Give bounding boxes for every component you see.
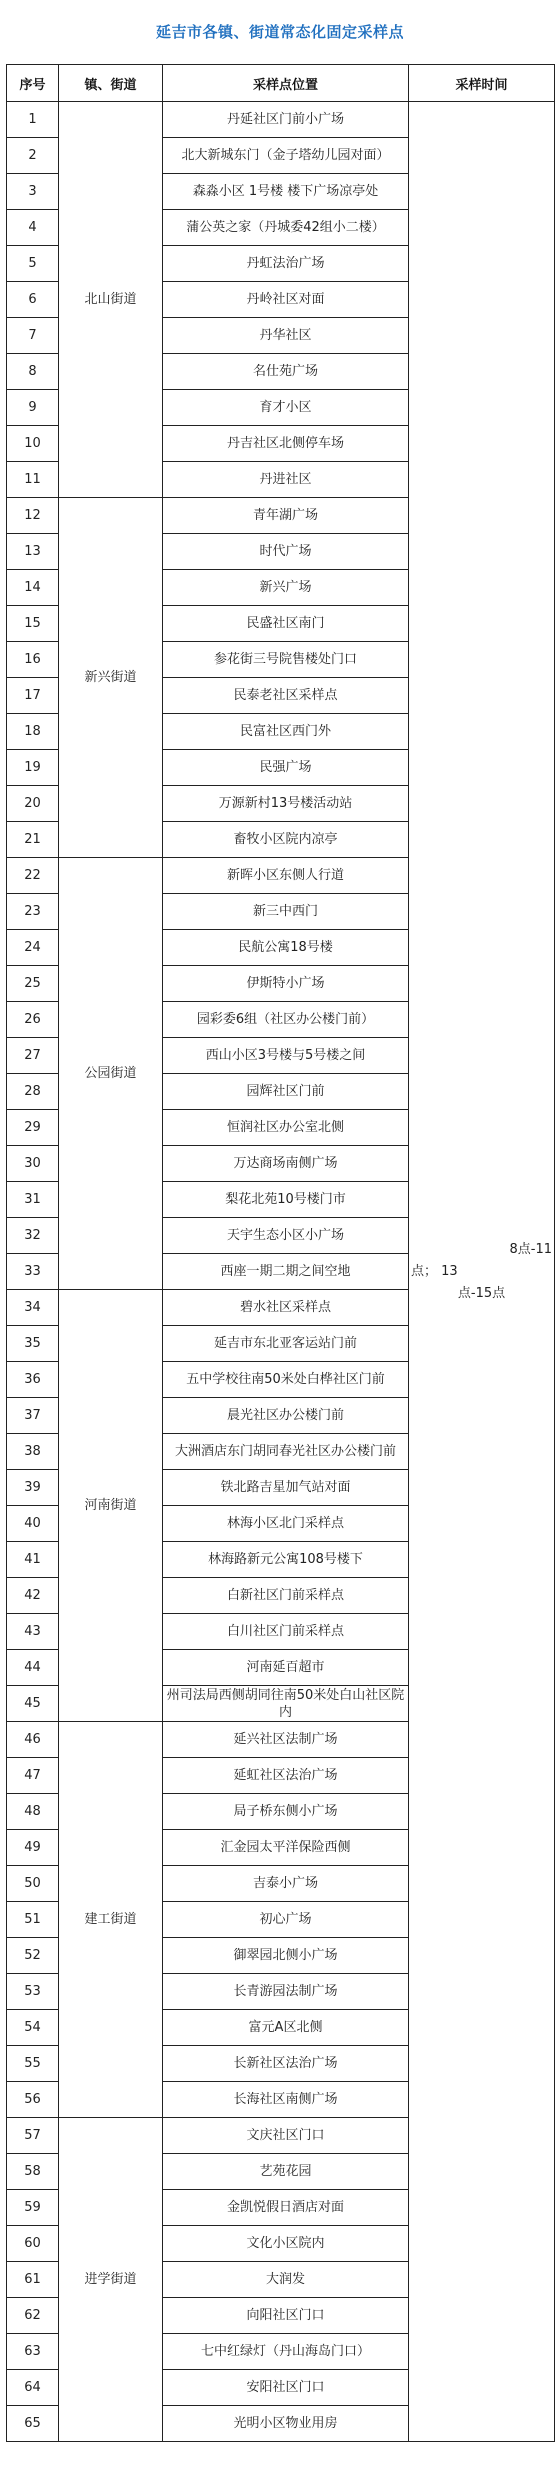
header-district: 镇、街道 — [59, 65, 163, 102]
row-number: 26 — [7, 1002, 59, 1038]
row-number: 56 — [7, 2082, 59, 2118]
row-number: 49 — [7, 1830, 59, 1866]
row-number: 65 — [7, 2406, 59, 2442]
sampling-location: 丹吉社区北侧停车场 — [163, 426, 409, 462]
row-number: 58 — [7, 2154, 59, 2190]
row-number: 16 — [7, 642, 59, 678]
table-row — [7, 102, 555, 138]
row-number: 45 — [7, 1686, 59, 1722]
row-number: 9 — [7, 390, 59, 426]
row-number: 43 — [7, 1614, 59, 1650]
row-number: 5 — [7, 246, 59, 282]
row-number: 51 — [7, 1902, 59, 1938]
sampling-location: 森淼小区 1号楼 楼下广场凉亭处 — [163, 174, 409, 210]
row-number: 48 — [7, 1794, 59, 1830]
sampling-location: 梨花北苑10号楼门市 — [163, 1182, 409, 1218]
row-number: 22 — [7, 858, 59, 894]
district-name: 新兴街道 — [59, 498, 163, 858]
row-number: 61 — [7, 2262, 59, 2298]
sampling-location: 民航公寓18号楼 — [163, 930, 409, 966]
sampling-location: 丹虹法治广场 — [163, 246, 409, 282]
sampling-location: 恒润社区办公室北侧 — [163, 1110, 409, 1146]
sampling-location: 延虹社区法治广场 — [163, 1758, 409, 1794]
table-header-row — [7, 65, 555, 102]
row-number: 37 — [7, 1398, 59, 1434]
sampling-location: 民强广场 — [163, 750, 409, 786]
sampling-time-line: 8点-11 — [509, 1241, 552, 1257]
sampling-location: 五中学校往南50米处白桦社区门前 — [163, 1362, 409, 1398]
sampling-location: 林海小区北门采样点 — [163, 1506, 409, 1542]
row-number: 60 — [7, 2226, 59, 2262]
sampling-location: 御翠园北侧小广场 — [163, 1938, 409, 1974]
sampling-location: 天宇生态小区小广场 — [163, 1218, 409, 1254]
sampling-location: 延吉市东北亚客运站门前 — [163, 1326, 409, 1362]
sampling-location: 长海社区南侧广场 — [163, 2082, 409, 2118]
sampling-location: 晨光社区办公楼门前 — [163, 1398, 409, 1434]
row-number: 4 — [7, 210, 59, 246]
row-number: 53 — [7, 1974, 59, 2010]
row-number: 64 — [7, 2370, 59, 2406]
row-number: 38 — [7, 1434, 59, 1470]
row-number: 47 — [7, 1758, 59, 1794]
sampling-location: 丹岭社区对面 — [163, 282, 409, 318]
sampling-location: 文庆社区门口 — [163, 2118, 409, 2154]
row-number: 55 — [7, 2046, 59, 2082]
row-number: 1 — [7, 102, 59, 138]
sampling-location: 民盛社区南门 — [163, 606, 409, 642]
sampling-location: 白川社区门前采样点 — [163, 1614, 409, 1650]
row-number: 57 — [7, 2118, 59, 2154]
header-time: 采样时间 — [409, 65, 555, 102]
row-number: 13 — [7, 534, 59, 570]
row-number: 15 — [7, 606, 59, 642]
row-number: 46 — [7, 1722, 59, 1758]
sampling-location: 长新社区法治广场 — [163, 2046, 409, 2082]
sampling-location: 园彩委6组（社区办公楼门前） — [163, 1002, 409, 1038]
sampling-location: 育才小区 — [163, 390, 409, 426]
sampling-location: 蒲公英之家（丹城委42组小二楼） — [163, 210, 409, 246]
sampling-location: 参花街三号院售楼处门口 — [163, 642, 409, 678]
district-name: 进学街道 — [59, 2118, 163, 2442]
row-number: 10 — [7, 426, 59, 462]
row-number: 23 — [7, 894, 59, 930]
row-number: 59 — [7, 2190, 59, 2226]
row-number: 35 — [7, 1326, 59, 1362]
sampling-location: 光明小区物业用房 — [163, 2406, 409, 2442]
sampling-location: 民泰老社区采样点 — [163, 678, 409, 714]
sampling-location: 林海路新元公寓108号楼下 — [163, 1542, 409, 1578]
sampling-location: 西山小区3号楼与5号楼之间 — [163, 1038, 409, 1074]
row-number: 29 — [7, 1110, 59, 1146]
sampling-location: 安阳社区门口 — [163, 2370, 409, 2406]
row-number: 62 — [7, 2298, 59, 2334]
district-name: 公园街道 — [59, 858, 163, 1290]
header-number: 序号 — [7, 65, 59, 102]
row-number: 63 — [7, 2334, 59, 2370]
row-number: 36 — [7, 1362, 59, 1398]
row-number: 17 — [7, 678, 59, 714]
sampling-location: 向阳社区门口 — [163, 2298, 409, 2334]
sampling-location: 新晖小区东侧人行道 — [163, 858, 409, 894]
sampling-location: 万源新村13号楼活动站 — [163, 786, 409, 822]
table-body — [7, 102, 555, 2442]
sampling-time-line: 点； 13 — [411, 1263, 458, 1279]
sampling-location: 园辉社区门前 — [163, 1074, 409, 1110]
sampling-location: 局子桥东侧小广场 — [163, 1794, 409, 1830]
row-number: 27 — [7, 1038, 59, 1074]
header-location: 采样点位置 — [163, 65, 409, 102]
row-number: 31 — [7, 1182, 59, 1218]
sampling-points-table — [6, 64, 555, 2442]
sampling-location: 七中红绿灯（丹山海岛门口） — [163, 2334, 409, 2370]
sampling-time — [409, 102, 555, 2442]
district-name: 河南街道 — [59, 1290, 163, 1722]
sampling-location: 碧水社区采样点 — [163, 1290, 409, 1326]
row-number: 12 — [7, 498, 59, 534]
row-number: 33 — [7, 1254, 59, 1290]
sampling-location: 初心广场 — [163, 1902, 409, 1938]
sampling-location: 吉泰小广场 — [163, 1866, 409, 1902]
row-number: 7 — [7, 318, 59, 354]
row-number: 32 — [7, 1218, 59, 1254]
row-number: 18 — [7, 714, 59, 750]
row-number: 28 — [7, 1074, 59, 1110]
sampling-location: 汇金园太平洋保险西侧 — [163, 1830, 409, 1866]
sampling-location: 铁北路吉星加气站对面 — [163, 1470, 409, 1506]
sampling-location: 大洲酒店东门胡同春光社区办公楼门前 — [163, 1434, 409, 1470]
sampling-time-line: 点-15点 — [457, 1285, 506, 1301]
row-number: 54 — [7, 2010, 59, 2046]
sampling-location: 州司法局西侧胡同往南50米处白山社区院内 — [163, 1686, 409, 1722]
row-number: 20 — [7, 786, 59, 822]
district-name: 北山街道 — [59, 102, 163, 498]
sampling-location: 民富社区西门外 — [163, 714, 409, 750]
sampling-location: 艺苑花园 — [163, 2154, 409, 2190]
sampling-location: 大润发 — [163, 2262, 409, 2298]
sampling-location: 名仕苑广场 — [163, 354, 409, 390]
row-number: 40 — [7, 1506, 59, 1542]
row-number: 50 — [7, 1866, 59, 1902]
row-number: 6 — [7, 282, 59, 318]
row-number: 41 — [7, 1542, 59, 1578]
row-number: 42 — [7, 1578, 59, 1614]
sampling-location: 长青游园法制广场 — [163, 1974, 409, 2010]
row-number: 30 — [7, 1146, 59, 1182]
sampling-location: 西座一期二期之间空地 — [163, 1254, 409, 1290]
row-number: 11 — [7, 462, 59, 498]
row-number: 19 — [7, 750, 59, 786]
row-number: 8 — [7, 354, 59, 390]
row-number: 3 — [7, 174, 59, 210]
row-number: 2 — [7, 138, 59, 174]
row-number: 24 — [7, 930, 59, 966]
sampling-location: 时代广场 — [163, 534, 409, 570]
sampling-location: 青年湖广场 — [163, 498, 409, 534]
row-number: 34 — [7, 1290, 59, 1326]
sampling-location: 金凯悦假日酒店对面 — [163, 2190, 409, 2226]
row-number: 39 — [7, 1470, 59, 1506]
sampling-location: 丹进社区 — [163, 462, 409, 498]
row-number: 14 — [7, 570, 59, 606]
row-number: 21 — [7, 822, 59, 858]
page-title: 延吉市各镇、街道常态化固定采样点 — [155, 23, 404, 41]
sampling-location: 丹延社区门前小广场 — [163, 102, 409, 138]
district-name: 建工街道 — [59, 1722, 163, 2118]
sampling-location: 新兴广场 — [163, 570, 409, 606]
sampling-location: 白新社区门前采样点 — [163, 1578, 409, 1614]
sampling-location: 丹华社区 — [163, 318, 409, 354]
sampling-location: 畜牧小区院内凉亭 — [163, 822, 409, 858]
sampling-location: 北大新城东门（金子塔幼儿园对面） — [163, 138, 409, 174]
sampling-location: 富元A区北侧 — [163, 2010, 409, 2046]
sampling-location: 河南延百超市 — [163, 1650, 409, 1686]
sampling-location: 伊斯特小广场 — [163, 966, 409, 1002]
sampling-location: 文化小区院内 — [163, 2226, 409, 2262]
row-number: 52 — [7, 1938, 59, 1974]
sampling-location: 延兴社区法制广场 — [163, 1722, 409, 1758]
sampling-location: 万达商场南侧广场 — [163, 1146, 409, 1182]
row-number: 25 — [7, 966, 59, 1002]
sampling-location: 新三中西门 — [163, 894, 409, 930]
row-number: 44 — [7, 1650, 59, 1686]
